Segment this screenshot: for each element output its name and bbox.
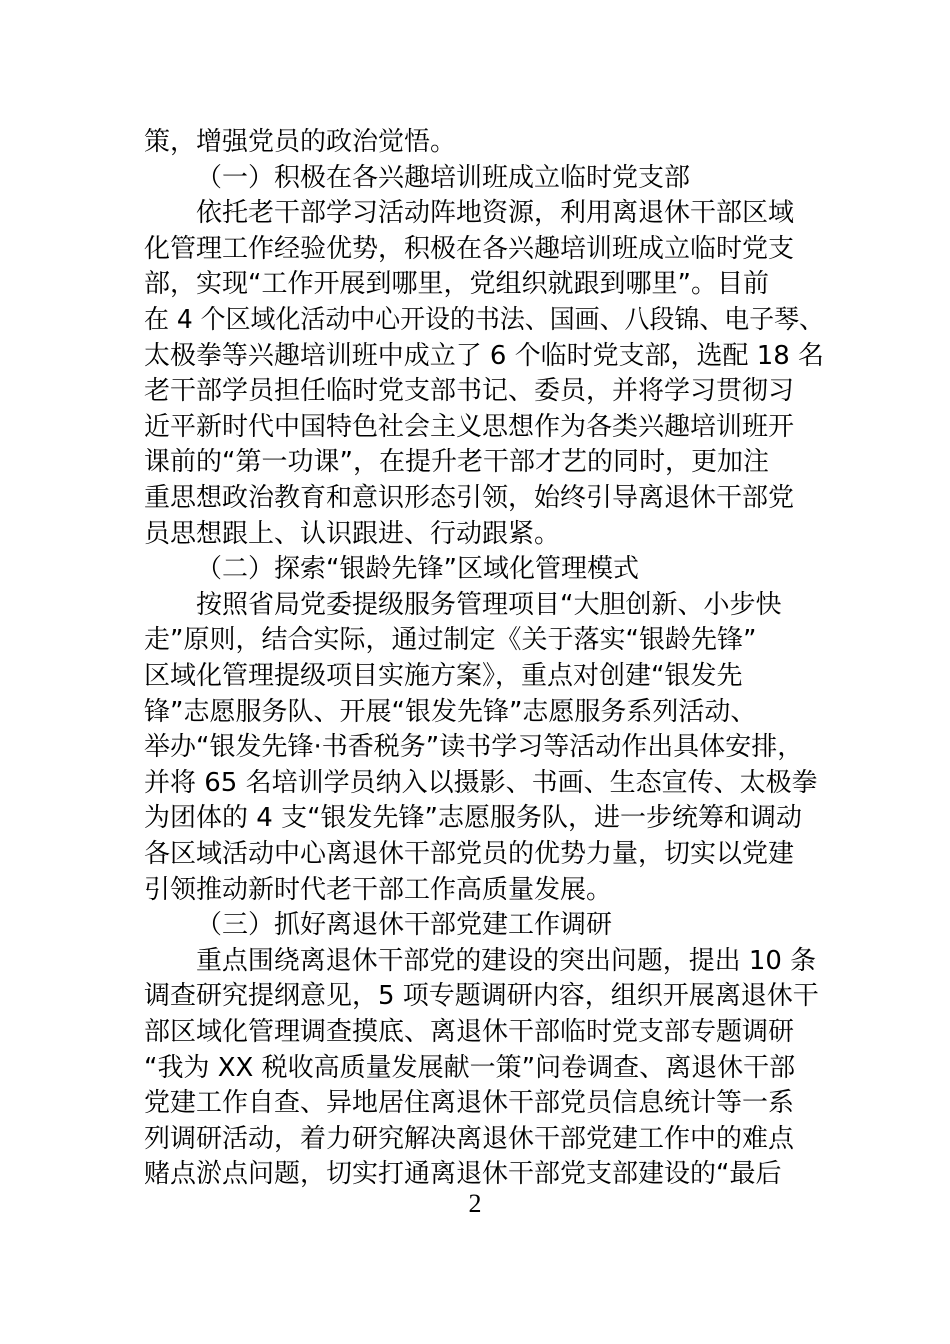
body-text-line: 重点围绕离退休干部党的建设的突出问题，提出 10 条 (196, 946, 817, 976)
body-text-line: 化管理工作经验优势，积极在各兴趣培训班成立临时党支 (144, 234, 795, 264)
body-text-line: 部区域化管理调查摸底、离退休干部临时党支部专题调研 (144, 1017, 795, 1047)
body-text-line: 老干部学员担任临时党支部书记、委员，并将学习贯彻习 (144, 376, 795, 406)
body-text-line: 引领推动新时代老干部工作高质量发展。 (144, 875, 613, 905)
body-text-line: 近平新时代中国特色社会主义思想作为各类兴趣培训班开 (144, 412, 795, 442)
body-text-line: 赌点淤点问题，切实打通离退休干部党支部建设的“最后 (144, 1159, 782, 1189)
body-text-line: 锋”志愿服务队、开展“银发先锋”志愿服务系列活动、 (144, 697, 757, 727)
body-text-line: 按照省局党委提级服务管理项目“大胆创新、小步快 (196, 590, 782, 620)
body-text-line: 员思想跟上、认识跟进、行动跟紧。 (144, 519, 561, 549)
body-text-line: 并将 65 名培训学员纳入以摄影、书画、生态宣传、太极拳 (144, 768, 818, 798)
section-heading: （一）积极在各兴趣培训班成立临时党支部 (196, 163, 691, 193)
body-text-line: 部，实现“工作开展到哪里，党组织就跟到哪里”。目前 (144, 269, 769, 299)
body-text-line: 各区域活动中心离退休干部党员的优势力量，切实以党建 (144, 839, 795, 869)
body-text-line: 重思想政治教育和意识形态引领，始终引导离退休干部党 (144, 483, 795, 513)
body-text-line: 列调研活动，着力研究解决离退休干部党建工作中的难点 (144, 1124, 795, 1154)
page-number: 2 (468, 1189, 482, 1218)
body-text-line: “我为 XX 税收高质量发展献一策”问卷调查、离退休干部 (144, 1053, 796, 1083)
body-text-line: 策，增强党员的政治觉悟。 (144, 127, 457, 157)
body-text-line: 依托老干部学习活动阵地资源，利用离退休干部区域 (196, 198, 795, 228)
body-text-line: 为团体的 4 支“银发先锋”志愿服务队，进一步统筹和调动 (144, 803, 803, 833)
body-text-line: 区域化管理提级项目实施方案》，重点对创建“银发先 (144, 661, 743, 691)
body-text-line: 举办“银发先锋·书香税务”读书学习等活动作出具体安排， (144, 732, 804, 762)
body-text-line: 太极拳等兴趣培训班中成立了 6 个临时党支部，选配 18 名 (144, 341, 825, 371)
section-heading: （三）抓好离退休干部党建工作调研 (196, 910, 613, 940)
body-text-line: 课前的“第一功课”，在提升老干部才艺的同时，更加注 (144, 447, 769, 477)
body-text-line: 调查研究提纲意见，5 项专题调研内容，组织开展离退休干 (144, 981, 819, 1011)
body-text-line: 党建工作自查、异地居住离退休干部党员信息统计等一系 (144, 1088, 795, 1118)
body-text-line: 在 4 个区域化活动中心开设的书法、国画、八段锦、电子琴、 (144, 305, 825, 335)
body-text-line: 走”原则，结合实际，通过制定《关于落实“银龄先锋” (144, 625, 757, 655)
section-heading: （二）探索“银龄先锋”区域化管理模式 (196, 554, 639, 584)
